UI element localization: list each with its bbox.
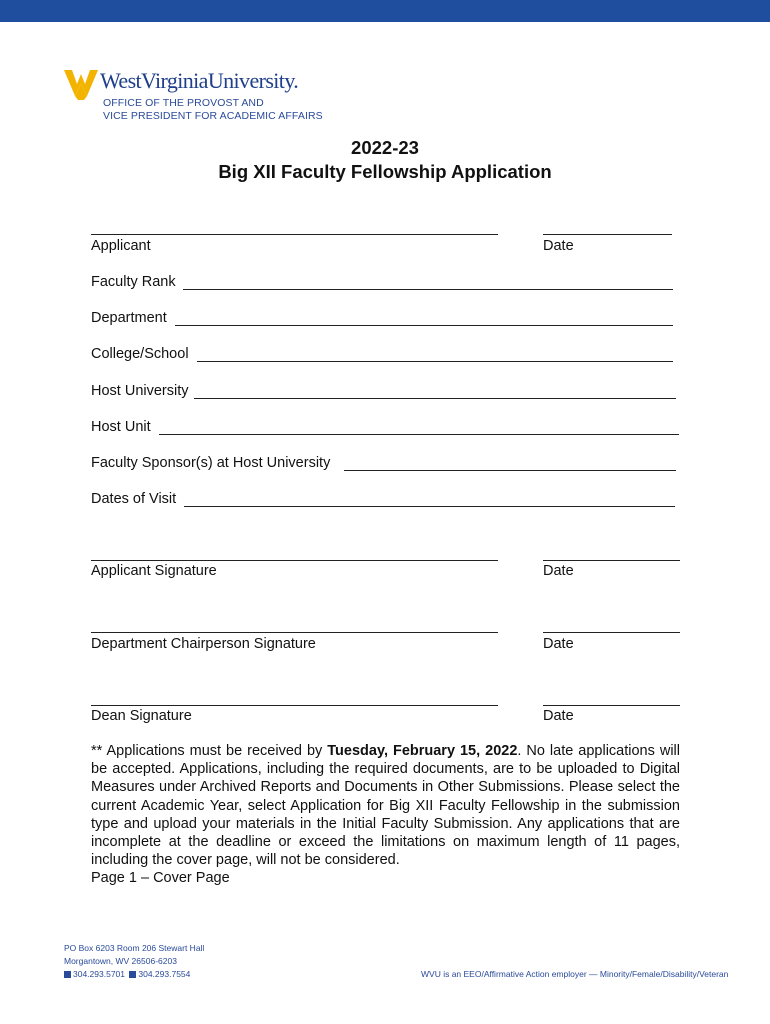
faculty-rank-label: Faculty Rank: [91, 274, 176, 290]
chairperson-signature-date-label: Date: [543, 636, 574, 652]
title-year: 2022-23: [351, 137, 419, 158]
host-unit-line[interactable]: [159, 434, 679, 435]
office-line-1: OFFICE OF THE PROVOST AND: [103, 97, 264, 109]
host-unit-label: Host Unit: [91, 419, 151, 435]
dean-signature-date-label: Date: [543, 708, 574, 724]
submission-instructions: [91, 742, 680, 888]
dates-of-visit-line[interactable]: [184, 506, 675, 507]
applicant-line[interactable]: [91, 234, 498, 235]
logo-wordmark: WestVirginiaUniversity.: [100, 68, 299, 93]
dean-signature-date-line[interactable]: [543, 705, 680, 706]
page-label: Page 1 – Cover Page: [91, 870, 230, 887]
wvu-logo: [64, 64, 354, 124]
footer-address-2: Morgantown, WV 26506-6203: [64, 956, 177, 966]
note-prefix: ** Applications must be received by: [91, 743, 328, 759]
applicant-signature-date-line[interactable]: [543, 560, 680, 561]
deadline-date: Tuesday, February 15, 2022: [327, 743, 518, 759]
fax-icon: [129, 971, 136, 978]
faculty-sponsor-line[interactable]: [344, 470, 676, 471]
host-university-line[interactable]: [194, 398, 676, 399]
applicant-date-label: Date: [543, 238, 574, 254]
dean-signature-label: Dean Signature: [91, 708, 192, 724]
phone-icon: [64, 971, 71, 978]
footer-address-1: PO Box 6203 Room 206 Stewart Hall: [64, 943, 205, 953]
office-line-2: VICE PRESIDENT FOR ACADEMIC AFFAIRS: [103, 110, 323, 122]
chairperson-signature-date-line[interactable]: [543, 632, 680, 633]
college-school-label: College/School: [91, 346, 189, 362]
dean-signature-line[interactable]: [91, 705, 498, 706]
faculty-rank-line[interactable]: [183, 289, 673, 290]
department-line[interactable]: [175, 325, 673, 326]
footer-phone: 304.293.5701: [73, 969, 125, 979]
department-label: Department: [91, 310, 167, 326]
applicant-signature-label: Applicant Signature: [91, 563, 217, 579]
host-university-label: Host University: [91, 383, 189, 399]
dates-of-visit-label: Dates of Visit: [91, 491, 177, 507]
college-school-line[interactable]: [197, 361, 673, 362]
footer-eeo: WVU is an EEO/Affirmative Action employer — Minority/Female/Disability/Veteran: [421, 969, 729, 979]
faculty-sponsor-label: Faculty Sponsor(s) at Host University: [91, 455, 331, 471]
footer-fax: 304.293.7554: [138, 969, 191, 979]
footer-contact: [64, 969, 190, 979]
top-color-bar: [0, 0, 770, 22]
wvu-flying-wv-icon: [64, 66, 100, 100]
form-title: Big XII Faculty Fellowship Application: [218, 161, 552, 182]
chairperson-signature-line[interactable]: [91, 632, 498, 633]
chairperson-signature-label: Department Chairperson Signature: [91, 636, 316, 652]
note-body: . No late applications will be accepted. Applications, including the required documents, are to be uploaded to Digital Measures under Archived Reports and Documents in Other Submissions. Please select the current Academic Year, select Application for Big XII Faculty Fellowship in the submission type and upload your materials in the Initial Faculty Submission. Any applications that are incomplete at the deadline or exceed the limitations on maximum length of 11 pages, including the cover page, will not be considered.: [91, 743, 680, 869]
applicant-date-line[interactable]: [543, 234, 672, 235]
applicant-signature-date-label: Date: [543, 563, 574, 579]
applicant-signature-line[interactable]: [91, 560, 498, 561]
applicant-label: Applicant: [91, 238, 151, 254]
